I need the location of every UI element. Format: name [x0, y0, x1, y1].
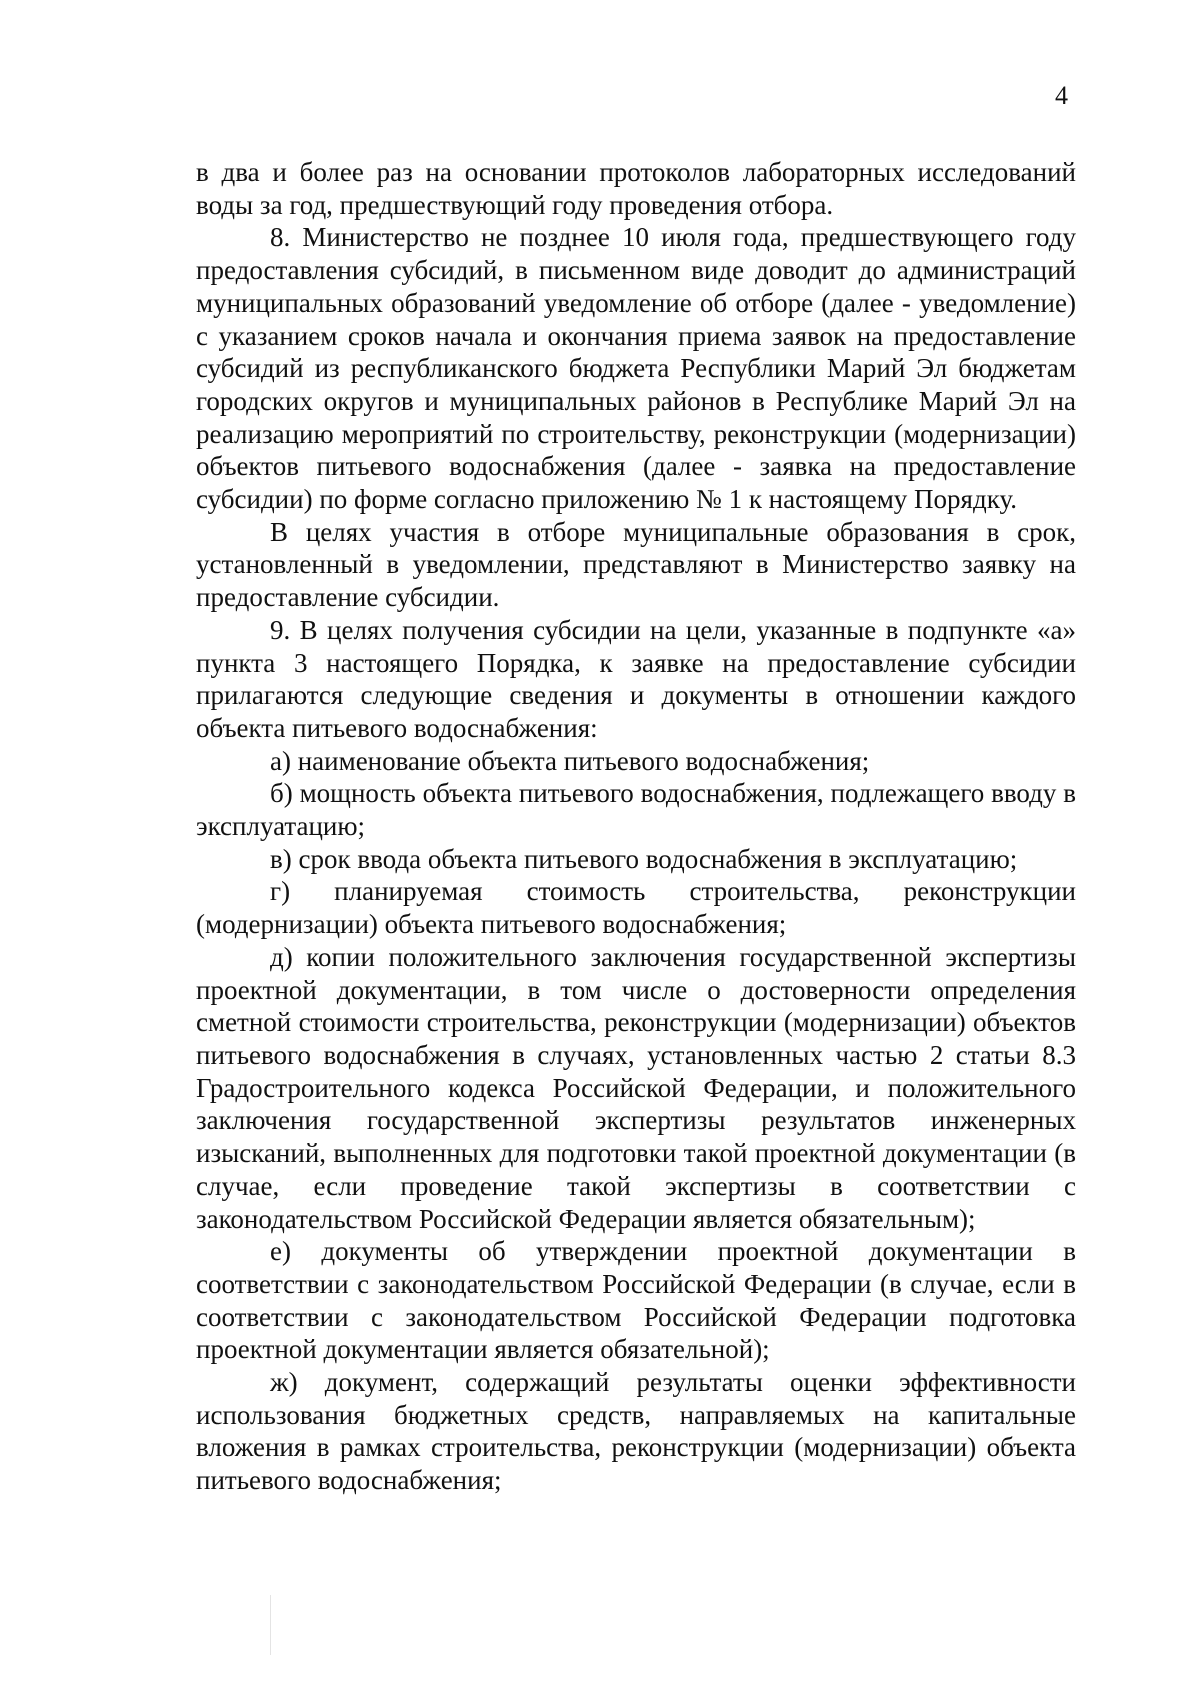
subitem-g: г) планируемая стоимость строительства, реконструкции (модернизации) объекта питьевого водоснабжения; — [196, 876, 1076, 940]
subitem-d: д) копии положительного заключения государственной экспертизы проектной документации, в том числе о достоверности определения сметной стоимости строительства, реконструкции (модернизации) объектов питьевого водоснабжения в случаях, установленных частью 2 статьи 8.3 Градостроительного кодекса Российской Федерации, и положительного заключения государственной экспертизы результатов инженерных изысканий, выполненных для подготовки такой проектной документации (в случае, если проведение такой экспертизы в соответствии с законодательством Российской Федерации является обязательным); — [196, 941, 1076, 1234]
subitem-v: в) срок ввода объекта питьевого водоснабжения в эксплуатацию; — [270, 843, 1018, 874]
subitem-b: б) мощность объекта питьевого водоснабжения, подлежащего вводу в эксплуатацию; — [196, 778, 1076, 842]
paragraph-item-8: 8. Министерство не позднее 10 июля года, предшествующего году предоставления субсидий, в письменном виде доводит до администраций муниципальных образований уведомление об отборе (далее - уведомление) с указанием сроков начала и окончания приема заявок на предоставление субсидий из республиканского бюджета Республики Марий Эл бюджетам городских округов и муниципальных районов в Республике Марий Эл на реализацию мероприятий по строительству, реконструкции (модернизации) объектов питьевого водоснабжения (далее - заявка на предоставление субсидии) по форме согласно приложению № 1 к настоящему Порядку. — [196, 222, 1076, 515]
subitem-zh: ж) документ, содержащий результаты оценки эффективности использования бюджетных средств, направляемых на капитальные вложения в рамках строительства, реконструкции (модернизации) объекта питьевого водоснабжения; — [196, 1367, 1076, 1496]
paragraph-participation: В целях участия в отборе муниципальные образования в срок, установленный в уведомлении, представляют в Министерство заявку на предоставление субсидии. — [196, 516, 1076, 613]
page-number: 4 — [1055, 81, 1068, 110]
subitem-e: е) документы об утверждении проектной документации в соответствии с законодательством Российской Федерации (в случае, если в соответствии с законодательством Российской Федерации подготовка проектной документации является обязательной); — [196, 1236, 1076, 1365]
paragraph-continuation: в два и более раз на основании протоколов лабораторных исследований воды за год, предшествующий году проведения отбора. — [196, 157, 1076, 220]
document-body — [196, 156, 1076, 1497]
subitem-a: а) наименование объекта питьевого водоснабжения; — [270, 745, 870, 776]
paragraph-item-9: 9. В целях получения субсидии на цели, указанные в подпункте «а» пункта 3 настоящего Порядка, к заявке на предоставление субсидии прилагаются следующие сведения и документы в отношении каждого объекта питьевого водоснабжения: — [196, 614, 1076, 743]
scan-artifact-line — [270, 1595, 271, 1655]
